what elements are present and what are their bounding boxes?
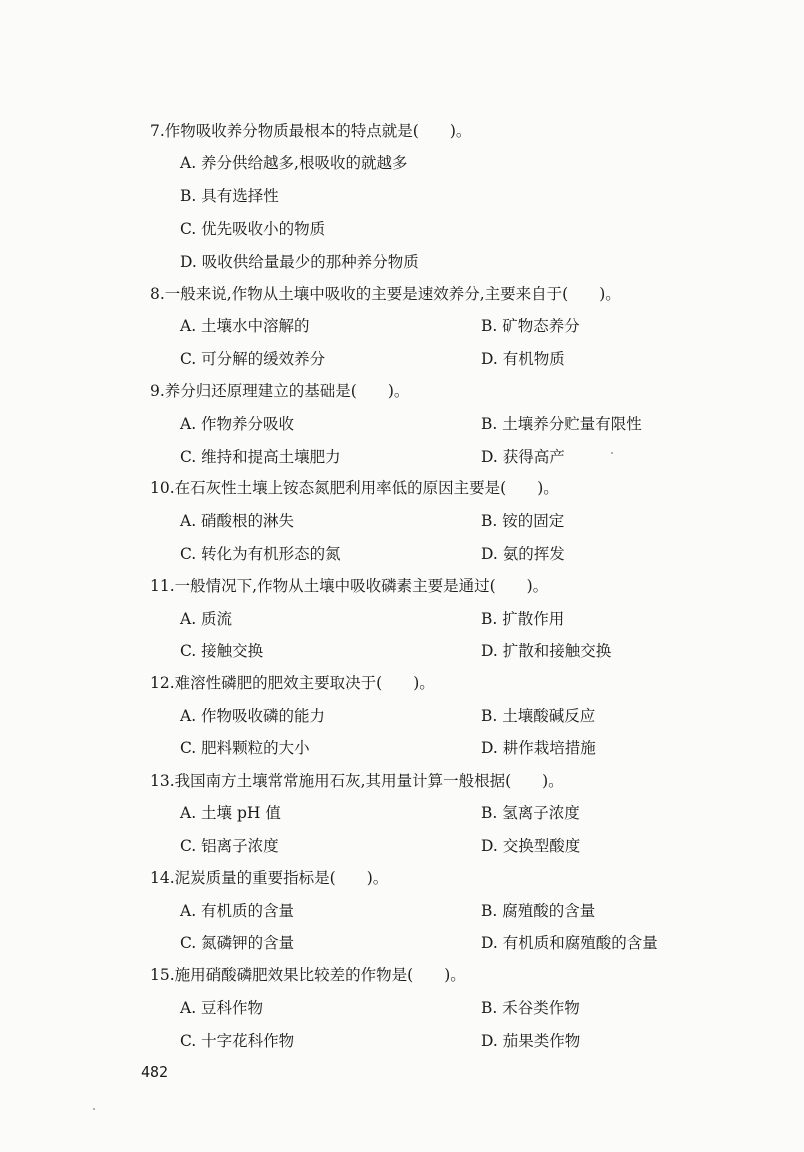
question-10-option-d: D. 氨的挥发: [481, 545, 565, 563]
question-8-stem: 8.一般来说,作物从土壤中吸收的主要是速效养分,主要来自于( )。: [150, 285, 621, 303]
question-7-option-a: A. 养分供给越多,根吸收的就越多: [180, 154, 408, 172]
question-10-option-a: A. 硝酸根的淋失: [180, 512, 295, 530]
question-12-stem: 12.难溶性磷肥的肥效主要取决于( )。: [150, 674, 435, 692]
question-12-option-d: D. 耕作栽培措施: [481, 739, 596, 757]
question-13-stem: 13.我国南方土壤常常施用石灰,其用量计算一般根据( )。: [150, 772, 564, 790]
question-14-stem: 14.泥炭质量的重要指标是( )。: [150, 869, 389, 887]
question-15-option-d: D. 茄果类作物: [481, 1032, 581, 1050]
question-15-stem: 15.施用硝酸磷肥效果比较差的作物是( )。: [150, 966, 466, 984]
question-12-option-c: C. 肥料颗粒的大小: [180, 739, 310, 757]
question-9-option-a: A. 作物养分吸收: [180, 415, 295, 433]
question-8-option-d: D. 有机物质: [481, 350, 565, 368]
question-11-option-d: D. 扩散和接触交换: [481, 642, 612, 660]
question-7-option-b: B. 具有选择性: [180, 187, 279, 205]
page-number: 482: [141, 1063, 169, 1081]
question-7-option-c: C. 优先吸收小的物质: [180, 220, 326, 238]
question-12-option-b: B. 土壤酸碱反应: [481, 707, 596, 725]
question-15-option-b: B. 禾谷类作物: [481, 999, 580, 1017]
question-14-option-a: A. 有机质的含量: [180, 902, 295, 920]
question-13-option-d: D. 交换型酸度: [481, 837, 581, 855]
question-13-option-b: B. 氢离子浓度: [481, 804, 580, 822]
question-9-option-d: D. 获得高产: [481, 448, 565, 466]
question-11-option-a: A. 质流: [180, 610, 233, 628]
question-8-option-b: B. 矿物态养分: [481, 317, 580, 335]
question-11-stem: 11.一般情况下,作物从土壤中吸收磷素主要是通过( )。: [150, 577, 549, 595]
question-14-option-d: D. 有机质和腐殖酸的含量: [481, 934, 658, 952]
question-10-stem: 10.在石灰性土壤上铵态氮肥利用率低的原因主要是( )。: [150, 479, 559, 497]
question-9-option-c: C. 维持和提高土壤肥力: [180, 448, 341, 466]
question-13-option-c: C. 铝离子浓度: [180, 837, 279, 855]
question-13-option-a: A. 土壤 pH 值: [180, 804, 281, 822]
question-11-option-b: B. 扩散作用: [481, 610, 565, 628]
scan-speck: [93, 1108, 95, 1110]
question-7-option-d: D. 吸收供给量最少的那种养分物质: [180, 253, 419, 271]
question-15-option-c: C. 十字花科作物: [180, 1032, 295, 1050]
question-8-option-a: A. 土壤水中溶解的: [180, 317, 310, 335]
question-7-stem: 7.作物吸收养分物质最根本的特点就是( )。: [150, 122, 472, 140]
question-11-option-c: C. 接触交换: [180, 642, 264, 660]
question-9-option-b: B. 土壤养分贮量有限性: [481, 415, 642, 433]
question-10-option-c: C. 转化为有机形态的氮: [180, 545, 341, 563]
question-14-option-b: B. 腐殖酸的含量: [481, 902, 596, 920]
question-12-option-a: A. 作物吸收磷的能力: [180, 707, 326, 725]
scan-speck: [611, 452, 613, 454]
question-15-option-a: A. 豆科作物: [180, 999, 264, 1017]
question-9-stem: 9.养分归还原理建立的基础是( )。: [150, 382, 410, 400]
question-10-option-b: B. 铵的固定: [481, 512, 565, 530]
question-8-option-c: C. 可分解的缓效养分: [180, 350, 326, 368]
question-14-option-c: C. 氮磷钾的含量: [180, 934, 295, 952]
